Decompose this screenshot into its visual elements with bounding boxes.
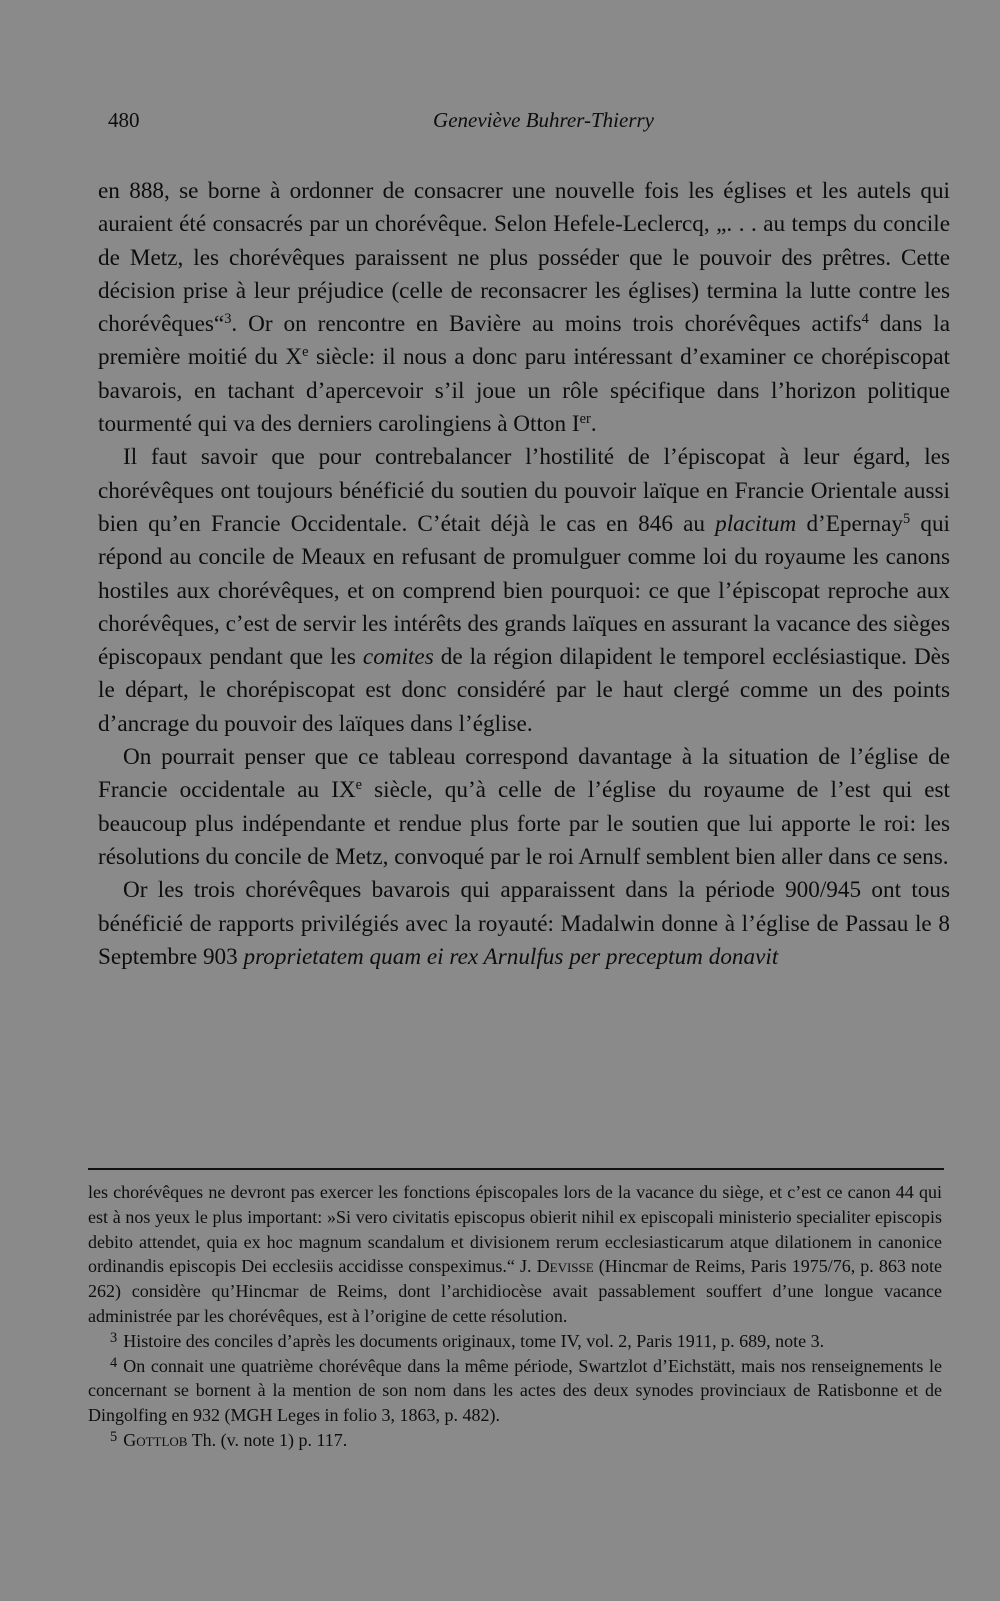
footnote-4: $^4$ On connait une quatrième chorévêque dans la même période, Swartzlot d’Eichstätt, mais nos renseignements le concernant se bornent à la mention de son nom dans les actes des deux synodes provinciaux de Ratisbonne et de Dingolfing en 932 (MGH Leges in folio 3, 1863, p. 482). xyxy=(88,1354,942,1426)
footnote-continuation: les chorévêques ne devront pas exercer les fonctions épiscopales lors de la vacance du siège, et c’est ce canon 44 qui est à nos yeux le plus important: »Si vero civitatis episcopus obierit nihil ex episcopali ministerio specialiter episcopis debito attendet, quia ex hoc magnum scandalum et divisionem rerum ecclesiasticarum atque dilationem in canonice ordinandis episcopis Dei ecclesiis accidisse conspeximus.“ J. Devisse (Hincmar de Reims, Paris 1975/76, p. 863 note 262) considère qu’Hincmar de Reims, dont l’archidiocèse avait passablement souffert d’une longue vacance administrée par les chorévêques, est à l’origine de cette résolution. xyxy=(88,1182,942,1326)
footnote-marker: 5 xyxy=(110,1428,118,1445)
paragraph-3: On pourrait penser que ce tableau correspond davantage à la situation de l’église de Francie occidentale au IXe siècle, qu’à celle de l’église du royaume de l’est qui est beaucoup plus indépendante et rendue plus forte par le soutien que lui apporte le roi: les résolutions du concile de Metz, convoqué par le roi Arnulf semblent bien aller dans ce sens. xyxy=(98,744,950,870)
author-name: Devisse xyxy=(536,1256,594,1277)
footnote-3: $^3$ Histoire des conciles d’après les documents originaux, tome IV, vol. 2, Paris 1911, p. 689, note 3. xyxy=(110,1329,825,1351)
footnote-marker: 4 xyxy=(110,1354,118,1371)
italic-quotation: proprietatem quam ei rex Arnulfus per preceptum donavit xyxy=(243,943,779,970)
footnote-ref: 3 xyxy=(224,311,232,328)
running-head-author: Geneviève Buhrer-Thierry xyxy=(433,108,654,132)
author-name: Gottlob xyxy=(123,1429,188,1450)
main-text xyxy=(98,175,950,974)
italic-term: comites xyxy=(362,644,434,671)
footnote-ref: 4 xyxy=(861,311,869,328)
footnote-5: $^5$ Gottlob Th. (v. note 1) p. 117. xyxy=(110,1428,348,1450)
paragraph-4: Or les trois chorévêques bavarois qui apparaissent dans la période 900/945 ont tous bénéficié de rapports privilégiés avec la royauté: Madalwin donne à l’église de Passau le 8 Septembre 903 proprietatem quam ei rex Arnulfus per preceptum donavit xyxy=(98,877,950,970)
footnote-ref: 5 xyxy=(903,511,911,528)
italic-term: placitum xyxy=(715,510,797,537)
paragraph-2: Il faut savoir que pour contrebalancer l’hostilité de l’épiscopat à leur égard, les chorévêques ont toujours bénéficié du soutien du pouvoir laïque en Francie Orientale aussi bien qu’en Francie Occidentale. C’était déjà le cas en 846 au placitum d’Epernay$^5$ qui répond au concile de Meaux en refusant de promulguer comme loi du royaume les canons hostiles aux chorévêques, et on comprend bien pourquoi: ce que l’épiscopat reproche aux chorévêques, c’est de servir les intérêts des grands laïques en assurant la vacance des sièges épiscopaux pendant que les comites de la région dilapident le temporel ecclésiastique. Dès le départ, le chorépiscopat est donc considéré par le haut clergé comme un des points d’ancrage du pouvoir des laïques dans l’église. xyxy=(98,444,950,737)
footnote-separator xyxy=(88,1168,944,1170)
footnotes xyxy=(88,1180,942,1453)
footnote-marker: 3 xyxy=(110,1329,118,1346)
superscript: e xyxy=(355,777,363,794)
superscript: e xyxy=(302,344,309,361)
page-number: 480 xyxy=(108,108,140,132)
superscript: er xyxy=(579,411,591,428)
paragraph-1: en 888, se borne à ordonner de consacrer une nouvelle fois les églises et les autels qui auraient été consacrés par un chorévêque. Selon Hefele-Leclercq, „. . . au temps du concile de Metz, les chorévêques paraissent ne plus posséder que le pouvoir des prêtres. Cette décision prise à leur préjudice (celle de reconsacrer les églises) termina la lutte contre les chorévêques“$^3$. Or on rencontre en Bavière au moins trois chorévêques actifs$^4$ dans la première moitié du Xe siècle: il nous a donc paru intéressant d’examiner ce chorépiscopat bavarois, en tachant d’apercevoir s’il joue un rôle spécifique dans l’horizon politique tourmenté qui va des derniers carolingiens à Otton Ier. xyxy=(98,178,950,438)
